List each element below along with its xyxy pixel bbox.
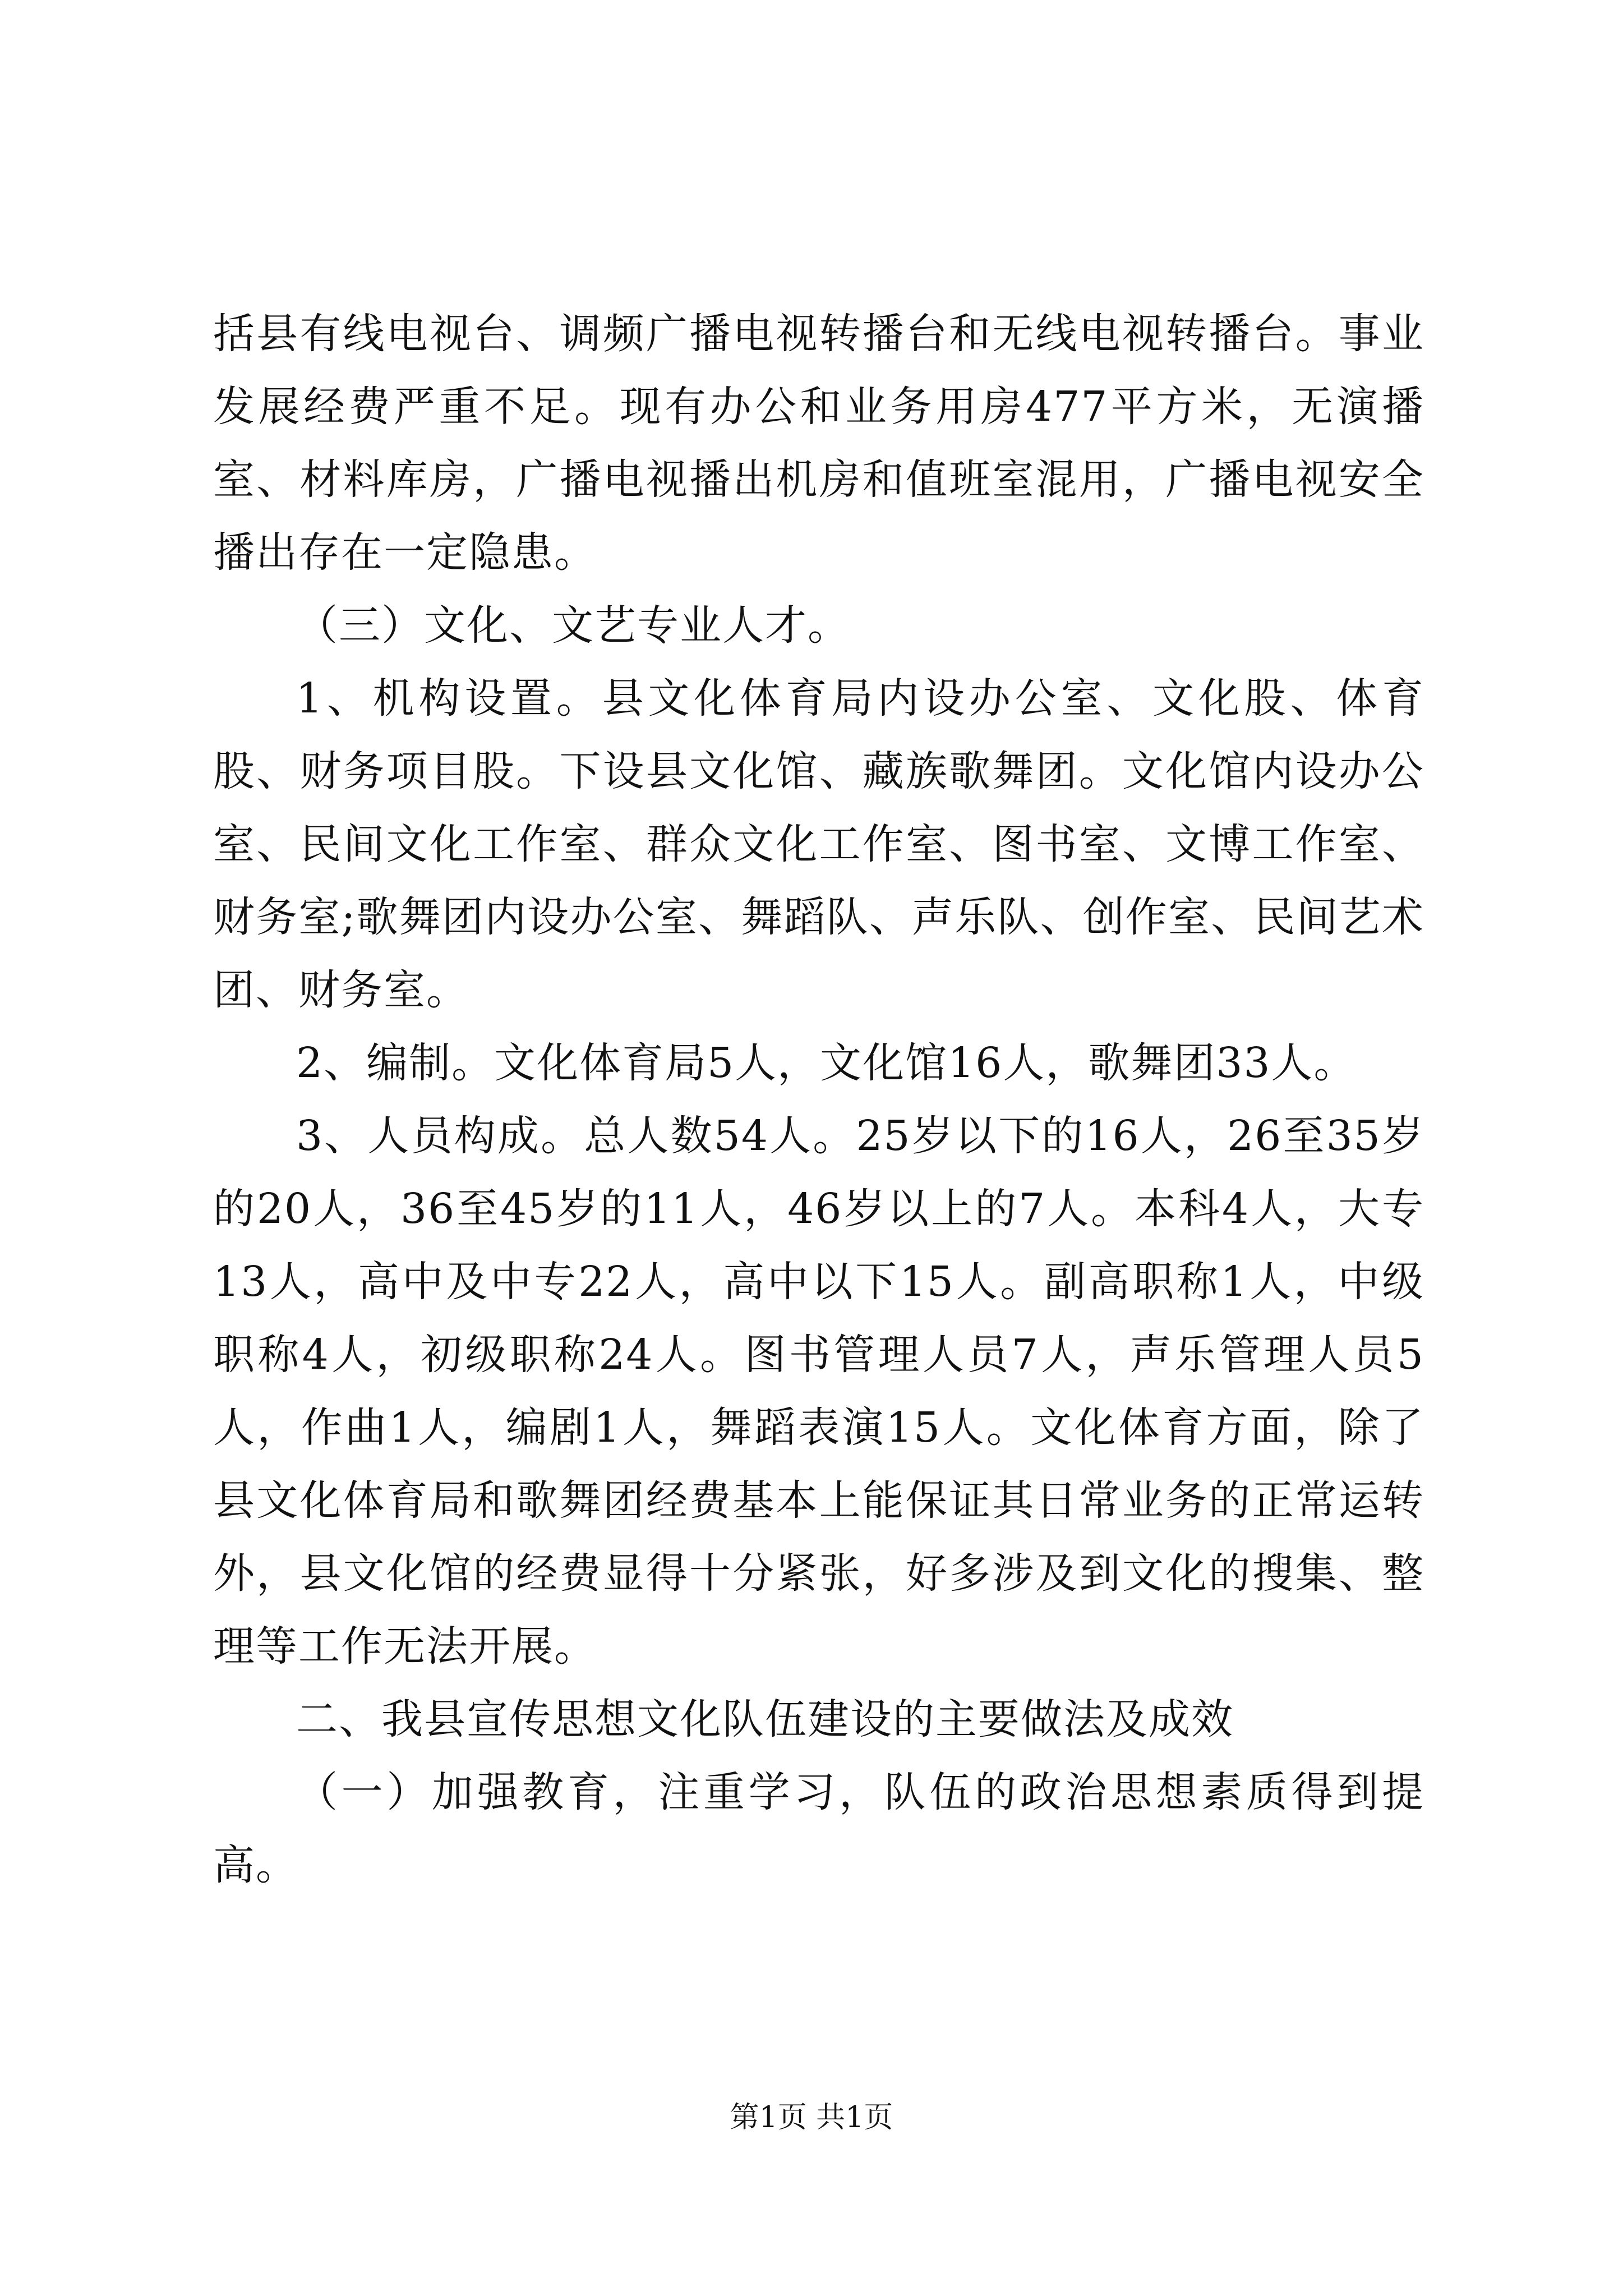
paragraph-staffing: 2、编制。文化体育局5人，文化馆16人，歌舞团33人。 (296, 1039, 1357, 1087)
document-body (213, 297, 1424, 1902)
subsection-heading-education: （一）加强教育，注重学习，队伍的政治思想素质得到提高。 (213, 1768, 1424, 1889)
paragraph-personnel: 3、人员构成。总人数54人。25岁以下的16人，26至35岁的20人，36至45岁的11人，46岁以上的7人。本科4人，大专13人，高中及中专22人，高中以下15人。副高职称1人，中级职称4人，初级职称24人。图书管理人员7人，声乐管理人员5人，作曲1人，编剧1人，舞蹈表演15人。文化体育方面，除了县文化体育局和歌舞团经费基本上能保证其日常业务的正常运转外，县文化馆的经费显得十分紧张，好多涉及到文化的搜集、整理等工作无法开展。 (213, 1112, 1424, 1671)
section-heading-talent: （三）文化、文艺专业人才。 (296, 601, 850, 650)
page-number-footer: 第1页 共1页 (730, 2101, 893, 2134)
paragraph-organization: 1、机构设置。县文化体育局内设办公室、文化股、体育股、财务项目股。下设县文化馆、藏族歌舞团。文化馆内设办公室、民间文化工作室、群众文化工作室、图书室、文博工作室、财务室;歌舞团内设办公室、舞蹈队、声乐队、创作室、民间艺术团、财务室。 (213, 674, 1424, 1014)
paragraph-continued: 括县有线电视台、调频广播电视转播台和无线电视转播台。事业发展经费严重不足。现有办公和业务用房477平方米，无演播室、材料库房，广播电视播出机房和值班室混用，广播电视安全播出存在一定隐患。 (213, 310, 1424, 577)
section-heading-measures: 二、我县宣传思想文化队伍建设的主要做法及成效 (296, 1695, 1234, 1743)
